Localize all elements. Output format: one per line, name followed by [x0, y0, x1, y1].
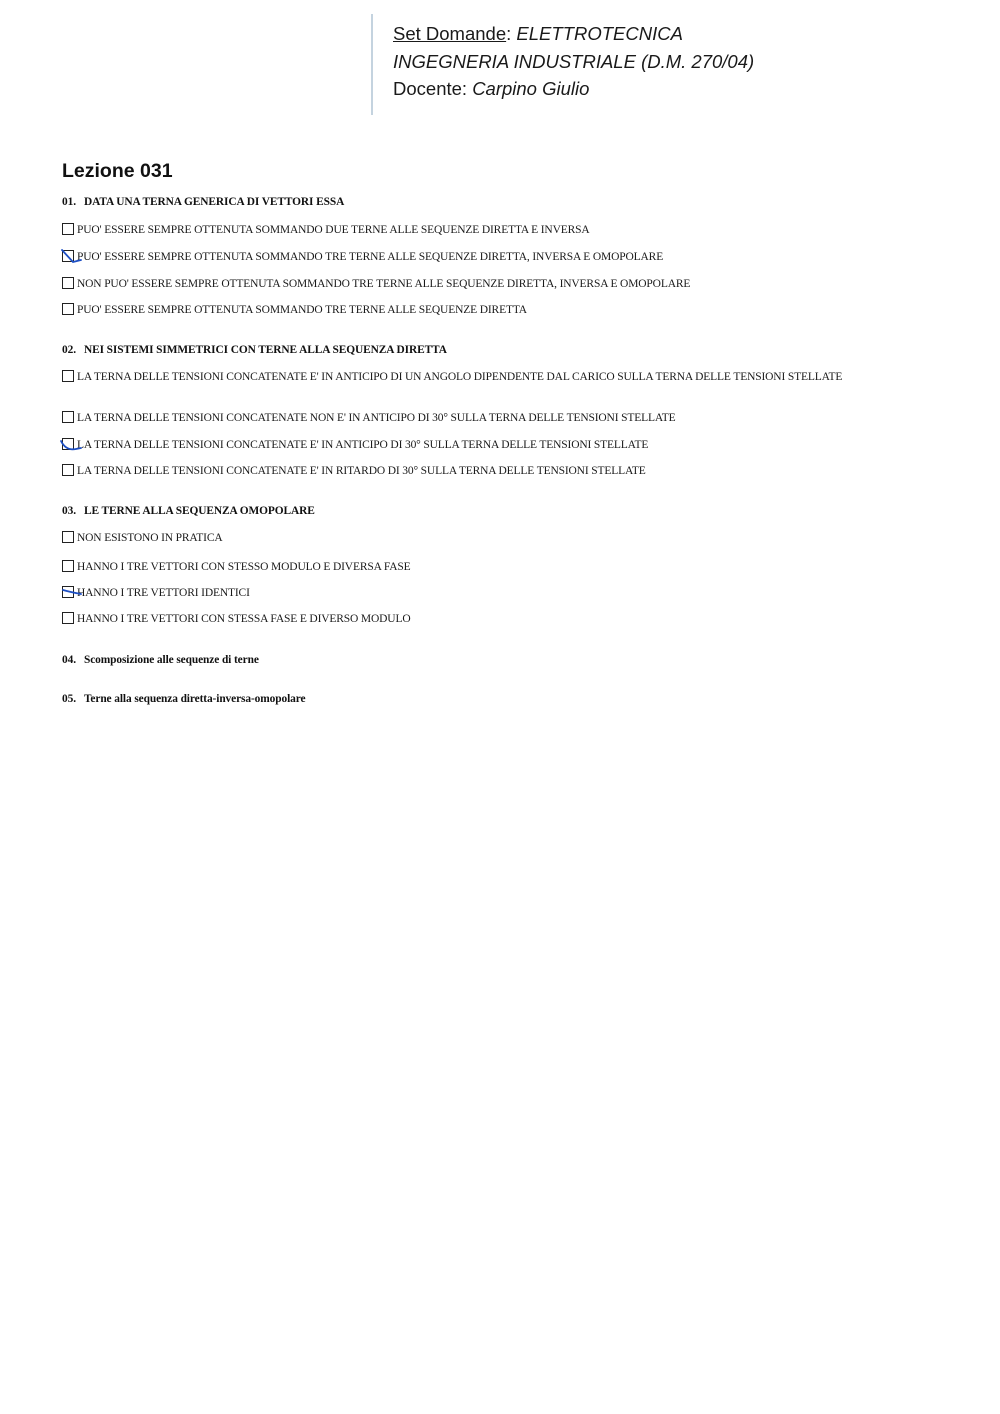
course-name: INGEGNERIA INDUSTRIALE (D.M. 270/04) [393, 50, 755, 72]
set-colon: : [506, 23, 517, 44]
answer-checkbox[interactable] [62, 411, 74, 423]
answer-text: PUO' ESSERE SEMPRE OTTENUTA SOMMANDO TRE TERNE ALLE SEQUENZE DIRETTA [77, 304, 527, 316]
question-text: Terne alla sequenza diretta-inversa-omopolare [83, 693, 306, 705]
answer-option[interactable] [62, 411, 892, 426]
answer-checkbox[interactable] [62, 223, 74, 235]
question-05 [62, 693, 902, 705]
answer-checkbox-checked[interactable] [62, 250, 74, 262]
answer-checkbox[interactable] [62, 560, 74, 572]
answer-option[interactable] [62, 303, 892, 318]
question-02 [62, 344, 902, 356]
question-03 [62, 505, 902, 517]
answer-text: LA TERNA DELLE TENSIONI CONCATENATE E' IN ANTICIPO DI 30° SULLA TERNA DELLE TENSIONI STELLATE [77, 439, 649, 451]
header-set-line [393, 20, 754, 48]
answer-option[interactable] [62, 250, 892, 265]
answer-text: NON ESISTONO IN PRATICA [77, 532, 223, 544]
question-text: DATA UNA TERNA GENERICA DI VETTORI ESSA [83, 196, 345, 208]
question-number: 01. [62, 196, 76, 208]
answer-option[interactable] [62, 612, 892, 627]
answer-text: HANNO I TRE VETTORI CON STESSO MODULO E DIVERSA FASE [77, 561, 411, 573]
set-label: Set Domande [393, 23, 507, 44]
handwritten-check-icon [60, 435, 82, 453]
handwritten-check-icon [60, 583, 82, 601]
answer-checkbox[interactable] [62, 531, 74, 543]
answer-option[interactable] [62, 370, 892, 385]
question-number: 03. [62, 505, 76, 517]
answer-text: LA TERNA DELLE TENSIONI CONCATENATE E' IN RITARDO DI 30° SULLA TERNA DELLE TENSIONI STELLATE [77, 465, 646, 477]
question-number: 05. [62, 693, 76, 705]
document-header [393, 20, 754, 103]
question-04 [62, 654, 902, 666]
lesson-title: Lezione 031 [62, 160, 173, 182]
header-teacher-line [393, 75, 754, 103]
answer-text: HANNO I TRE VETTORI IDENTICI [77, 587, 250, 599]
answer-option[interactable] [62, 560, 892, 575]
answer-checkbox[interactable] [62, 370, 74, 382]
answer-checkbox-checked[interactable] [62, 438, 74, 450]
answer-text: NON PUO' ESSERE SEMPRE OTTENUTA SOMMANDO TRE TERNE ALLE SEQUENZE DIRETTA, INVERSA E OMOPOLARE [77, 278, 691, 290]
question-text: Scomposizione alle sequenze di terne [83, 654, 259, 666]
answer-text: LA TERNA DELLE TENSIONI CONCATENATE E' IN ANTICIPO DI UN ANGOLO DIPENDENTE DAL CARICO SULLA TERNA DELLE TENSIONI STELLATE [77, 371, 843, 383]
question-text: NEI SISTEMI SIMMETRICI CON TERNE ALLA SEQUENZA DIRETTA [83, 344, 447, 356]
answer-checkbox[interactable] [62, 277, 74, 289]
answer-option[interactable] [62, 531, 892, 546]
answer-checkbox[interactable] [62, 303, 74, 315]
answer-option[interactable] [62, 464, 892, 479]
handwritten-check-icon [60, 247, 80, 265]
set-value: ELETTROTECNICA [516, 23, 683, 44]
answer-option[interactable] [62, 223, 892, 238]
teacher-name: Carpino Giulio [472, 78, 590, 99]
question-number: 04. [62, 654, 76, 666]
answer-option[interactable] [62, 438, 892, 453]
teacher-label: Docente: [393, 78, 473, 99]
answer-text: PUO' ESSERE SEMPRE OTTENUTA SOMMANDO TRE TERNE ALLE SEQUENZE DIRETTA, INVERSA E OMOPOLARE [77, 251, 664, 263]
answer-text: HANNO I TRE VETTORI CON STESSA FASE E DIVERSO MODULO [77, 613, 411, 625]
answer-text: PUO' ESSERE SEMPRE OTTENUTA SOMMANDO DUE TERNE ALLE SEQUENZE DIRETTA E INVERSA [77, 224, 590, 236]
answer-option[interactable] [62, 586, 892, 601]
answer-checkbox-checked[interactable] [62, 586, 74, 598]
answer-checkbox[interactable] [62, 464, 74, 476]
header-divider [371, 14, 373, 115]
question-number: 02. [62, 344, 76, 356]
question-01 [62, 196, 902, 208]
question-text: LE TERNE ALLA SEQUENZA OMOPOLARE [83, 505, 315, 517]
answer-option[interactable] [62, 277, 892, 292]
answer-checkbox[interactable] [62, 612, 74, 624]
answer-text: LA TERNA DELLE TENSIONI CONCATENATE NON E' IN ANTICIPO DI 30° SULLA TERNA DELLE TENSIONI STELLATE [77, 412, 676, 424]
